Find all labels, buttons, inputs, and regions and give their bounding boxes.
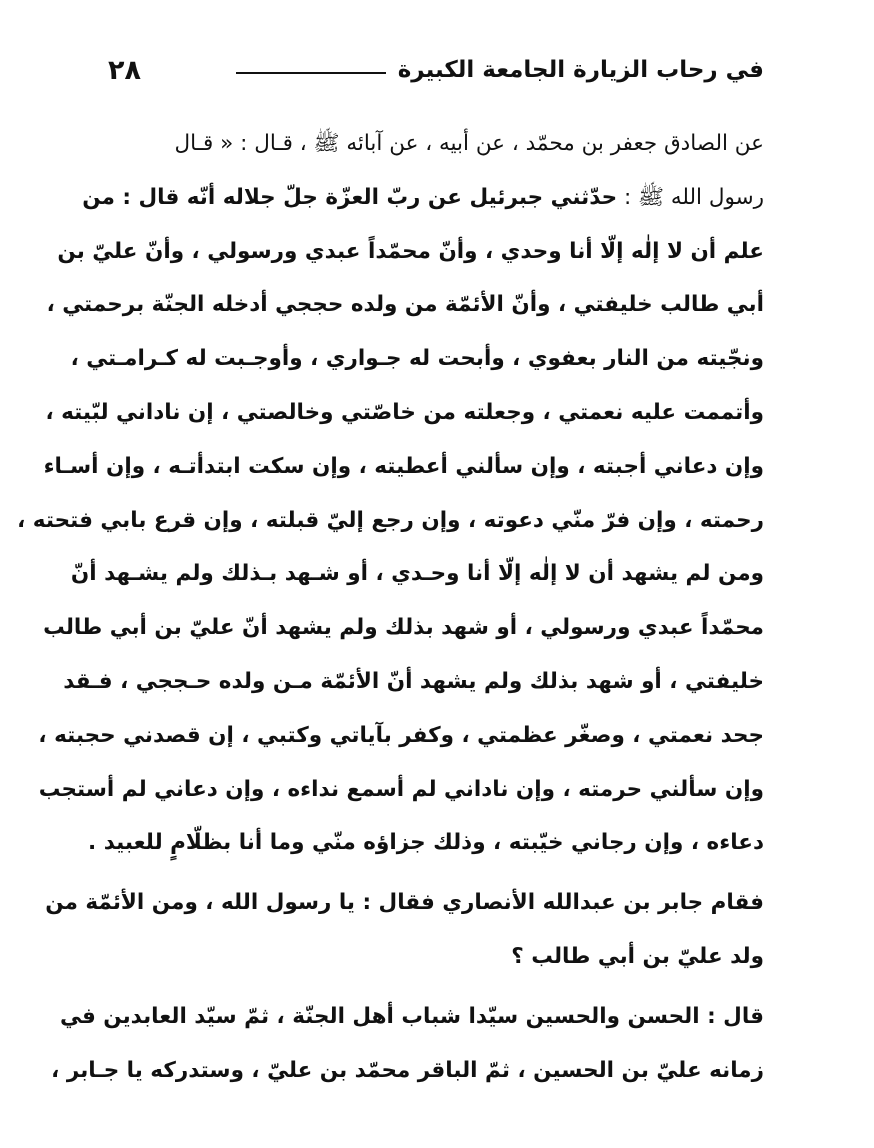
text-run: خليفتي ، أو شهد بذلك ولم يشهد أنّ الأئمّة مـن ولده حـججي ، فـقد	[63, 668, 764, 694]
text-run: وإن دعاني أجبته ، وإن سألني أعطيته ، وإن سكت ابتدأتـه ، وإن أسـاء	[43, 453, 764, 479]
text-line	[17, 494, 764, 548]
running-header	[236, 57, 764, 83]
text-run: رحمته ، وإن فرّ منّي دعوته ، وإن رجع إليّ قبلته ، وإن قرع بابي فتحته ،	[17, 507, 764, 533]
text-line	[57, 225, 764, 279]
paragraph-2	[45, 876, 764, 984]
text-run: محمّداً عبدي ورسولي ، أو شهد بذلك ولم يشهد أنّ عليّ بن أبي طالب	[43, 615, 764, 641]
running-title: في رحاب الزيارة الجامعة الكبيرة	[397, 57, 764, 83]
text-line	[45, 876, 764, 930]
text-line	[63, 655, 764, 709]
text-line	[70, 547, 764, 601]
text-run: دعاءه ، وإن رجاني خيّبته ، وذلك جزاؤه منّي وما أنا بظلّامٍ للعبيد .	[88, 830, 764, 856]
text-line	[59, 990, 764, 1044]
text-run: جحد نعمتي ، وصغّر عظمتي ، وكفر بآياتي وكتبي ، إن قصدني حجبته ،	[38, 722, 764, 748]
text-line	[38, 709, 764, 763]
text-line	[38, 763, 764, 817]
text-line	[45, 386, 764, 440]
text-line	[43, 601, 764, 655]
paragraph-1	[17, 117, 764, 870]
text-line	[108, 117, 764, 171]
text-run: ومن لم يشهد أن لا إلٰه إلّا أنا وحـدي ، أو شـهد بـذلك ولم يشـهد أنّ	[70, 561, 764, 587]
page-number: ٢٨	[108, 54, 141, 86]
text-line	[88, 816, 764, 870]
text-run: فقام جابر بن عبدالله الأنصاري فقال : يا رسول الله ، ومن الأئمّة من	[45, 890, 764, 916]
text-run: وأتممت عليه نعمتي ، وجعلته من خاصّتي وخالصتي ، إن ناداني لبّيته ،	[45, 399, 764, 425]
text-run: ولد عليّ بن أبي طالب ؟	[511, 943, 764, 969]
page-header	[108, 48, 764, 92]
paragraph-3	[51, 990, 764, 1098]
text-run: زمانه عليّ بن الحسين ، ثمّ الباقر محمّد بن عليّ ، وستدركه يا جـابر ،	[51, 1057, 764, 1083]
text-run: رسول الله ﷺ :	[617, 184, 764, 210]
text-run: عن الصادق جعفر بن محمّد ، عن أبيه ، عن آبائه ﷺ ، قـال : « قـال	[174, 131, 764, 156]
text-line	[108, 930, 764, 984]
text-line	[70, 332, 764, 386]
text-run: حدّثني جبرئيل عن ربّ العزّة جلّ جلاله أنّه قال : من	[82, 184, 618, 210]
text-line	[43, 440, 764, 494]
text-run: ونجّيته من النار بعفوي ، وأبحت له جـواري ، وأوجـبت له كـرامـتي ،	[70, 346, 764, 372]
text-line	[82, 171, 764, 225]
text-line	[51, 1044, 764, 1098]
text-run: أبي طالب خليفتي ، وأنّ الأئمّة من ولده حججي أدخله الجنّة برحمتي ،	[46, 292, 764, 318]
text-line	[46, 278, 764, 332]
text-run: قال : الحسن والحسين سيّدا شباب أهل الجنّة ، ثمّ سيّد العابدين في	[59, 1003, 764, 1029]
text-run: علم أن لا إلٰه إلّا أنا وحدي ، وأنّ محمّداً عبدي ورسولي ، وأنّ عليّ بن	[57, 238, 764, 264]
text-run: وإن سألني حرمته ، وإن ناداني لم أسمع نداءه ، وإن دعاني لم أستجب	[38, 776, 764, 802]
header-rule	[236, 72, 386, 74]
page-body	[17, 117, 764, 1097]
